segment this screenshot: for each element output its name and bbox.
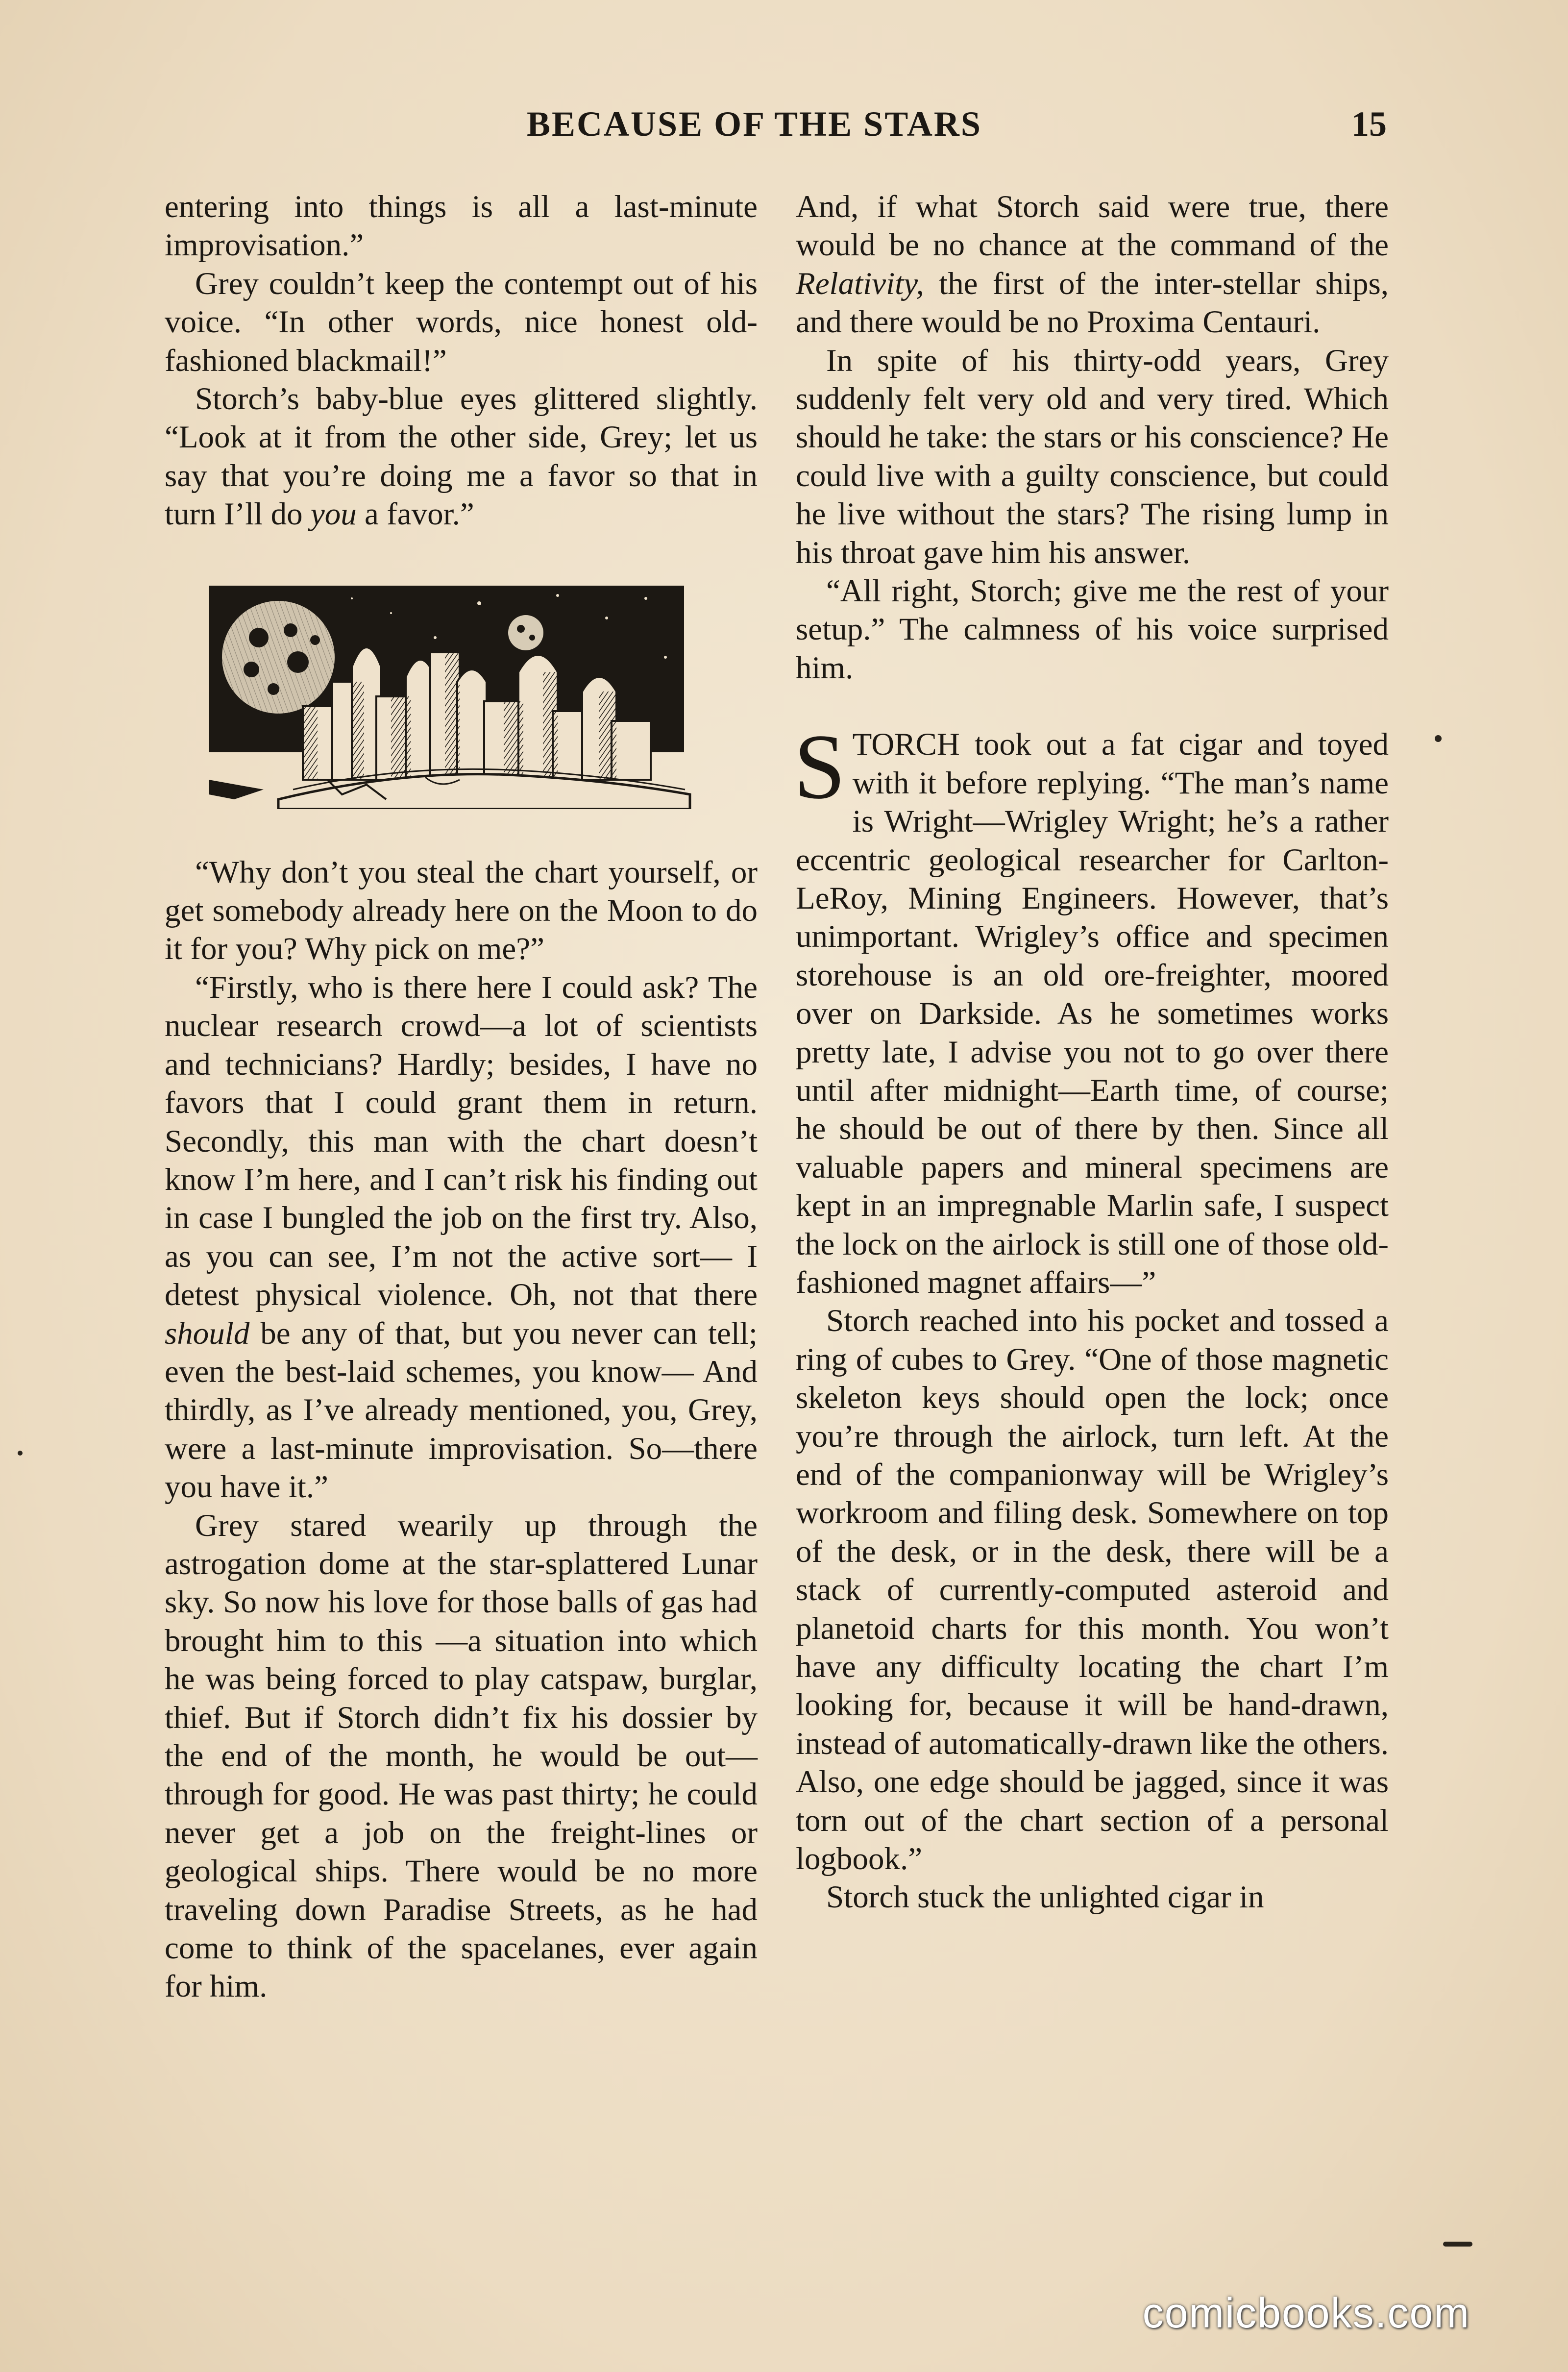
page-header bbox=[162, 104, 1387, 158]
paragraph bbox=[165, 188, 758, 265]
paragraph-text: In spite of his thirty-odd years, Grey suddenly felt very old and very tired. Which should he take: the stars or his conscience? He could live with a guilty conscience, but could he live without the stars? The rising lump in his throat gave him his answer. bbox=[796, 343, 1389, 570]
paragraph bbox=[796, 188, 1389, 342]
emphasis: you bbox=[310, 496, 357, 532]
drop-cap: S bbox=[794, 716, 846, 819]
paragraph bbox=[165, 968, 758, 1507]
page-number: 15 bbox=[1351, 104, 1387, 144]
print-speck bbox=[1435, 735, 1442, 742]
watermark: comicbooks.com bbox=[1142, 2290, 1470, 2337]
print-speck bbox=[1443, 2242, 1472, 2247]
paragraph bbox=[165, 380, 758, 534]
paragraph-text: be any of that, but you never can tell; even the best-laid schemes, you know— And thirdly, as I’ve already mentioned, you, Grey, were a last-minute improvisation. So—there you have it.” bbox=[165, 1315, 758, 1505]
paragraph-text: TORCH took out a fat cigar and toyed with it before replying. “The man’s name is Wright—Wrigley Wright; he’s a rather eccentric geological researcher for Carlton-LeRoy, Mining Engineers. However, that’s unimportant. Wrigley’s office and specimen storehouse is an old ore-freighter, moored over on Darkside. As he sometimes works pretty late, I advise you not to go over there until after midnight—Earth time, of course; he should be out of there by then. Since all valuable papers and mineral specimens are kept in an impregnable Marlin safe, I suspect the lock on the airlock is still one of those old-fashioned magnet affairs—” bbox=[796, 727, 1389, 1300]
paragraph bbox=[165, 853, 758, 968]
print-speck bbox=[18, 1451, 23, 1456]
paragraph-text: Storch reached into his pocket and tossed a ring of cubes to Grey. “One of those magnetic skeleton keys should open the lock; once you’re through the airlock, turn left. At the end of the companionway will be Wrigley’s workroom and filing desk. Somewhere on top of the desk, or in the desk, there will be a stack of currently-computed asteroid and planetoid charts for this month. You won’t have any difficulty locating the chart I’m looking for, because it will be hand-drawn, instead of automatically-drawn like the others. Also, one edge should be jagged, since it was torn out of the chart section of a personal logbook.” bbox=[796, 1303, 1389, 1877]
paragraph bbox=[165, 265, 758, 380]
paragraph-text: And, if what Storch said were true, there would be no chance at the command of the bbox=[796, 189, 1389, 263]
paragraph-text: “Firstly, who is there here I could ask? The nuclear research crowd—a lot of scientists and technicians? Hardly; besides, I have no favors that I could grant them in return. Secondly, this man with the chart doesn’t know I’m here, and I can’t risk his finding out in case I bungled the job on the first try. Also, as you can see, I’m not the active sort— I detest physical violence. Oh, not that there bbox=[165, 969, 758, 1313]
paragraph-text: Grey stared wearily up through the astrogation dome at the star-splattered Lunar sky. So now his love for those balls of gas had brought him to this —a situation into which he was being forced to play catspaw, burglar, thief. But if Storch didn’t fix his dossier by the end of the month, he would be out—through for good. He was past thirty; he could never get a job on the freight-lines or geological ships. There would be no more traveling down Paradise Streets, as he had come to think of the spacelanes, ever again for him. bbox=[165, 1507, 758, 2004]
paragraph-text: Storch’s baby-blue eyes glittered slightly. “Look at it from the other side, Grey; let us say that you’re doing me a favor so that in turn I’ll do bbox=[165, 381, 758, 532]
left-column bbox=[165, 188, 758, 2006]
moon-city-illustration bbox=[205, 584, 695, 809]
emphasis: Relativity, bbox=[796, 266, 924, 301]
paragraph-text: a favor.” bbox=[356, 496, 474, 532]
right-column bbox=[796, 188, 1389, 1917]
paragraph-text: Storch stuck the unlighted cigar in bbox=[826, 1879, 1264, 1915]
paragraph bbox=[796, 1878, 1389, 1916]
paragraph bbox=[794, 716, 1389, 1302]
paragraph bbox=[796, 572, 1389, 687]
paragraph bbox=[796, 1302, 1389, 1878]
paragraph bbox=[796, 342, 1389, 572]
paragraph-text: entering into things is all a last-minute improvisation.” bbox=[165, 189, 758, 263]
paragraph-text: the first of the inter-stellar ships, and there would be no Proxima Centauri. bbox=[796, 266, 1389, 340]
paragraph bbox=[165, 1507, 758, 2006]
paragraph-text: “All right, Storch; give me the rest of your setup.” The calmness of his voice surprised him. bbox=[796, 573, 1389, 686]
paragraph-text: Grey couldn’t keep the contempt out of his voice. “In other words, nice honest old-fashioned blackmail!” bbox=[165, 266, 758, 378]
emphasis: should bbox=[165, 1315, 250, 1351]
running-head: BECAUSE OF THE STARS bbox=[527, 104, 982, 144]
paragraph-text: “Why don’t you steal the chart yourself, or get somebody already here on the Moon to do it for you? Why pick on me?” bbox=[165, 854, 758, 967]
